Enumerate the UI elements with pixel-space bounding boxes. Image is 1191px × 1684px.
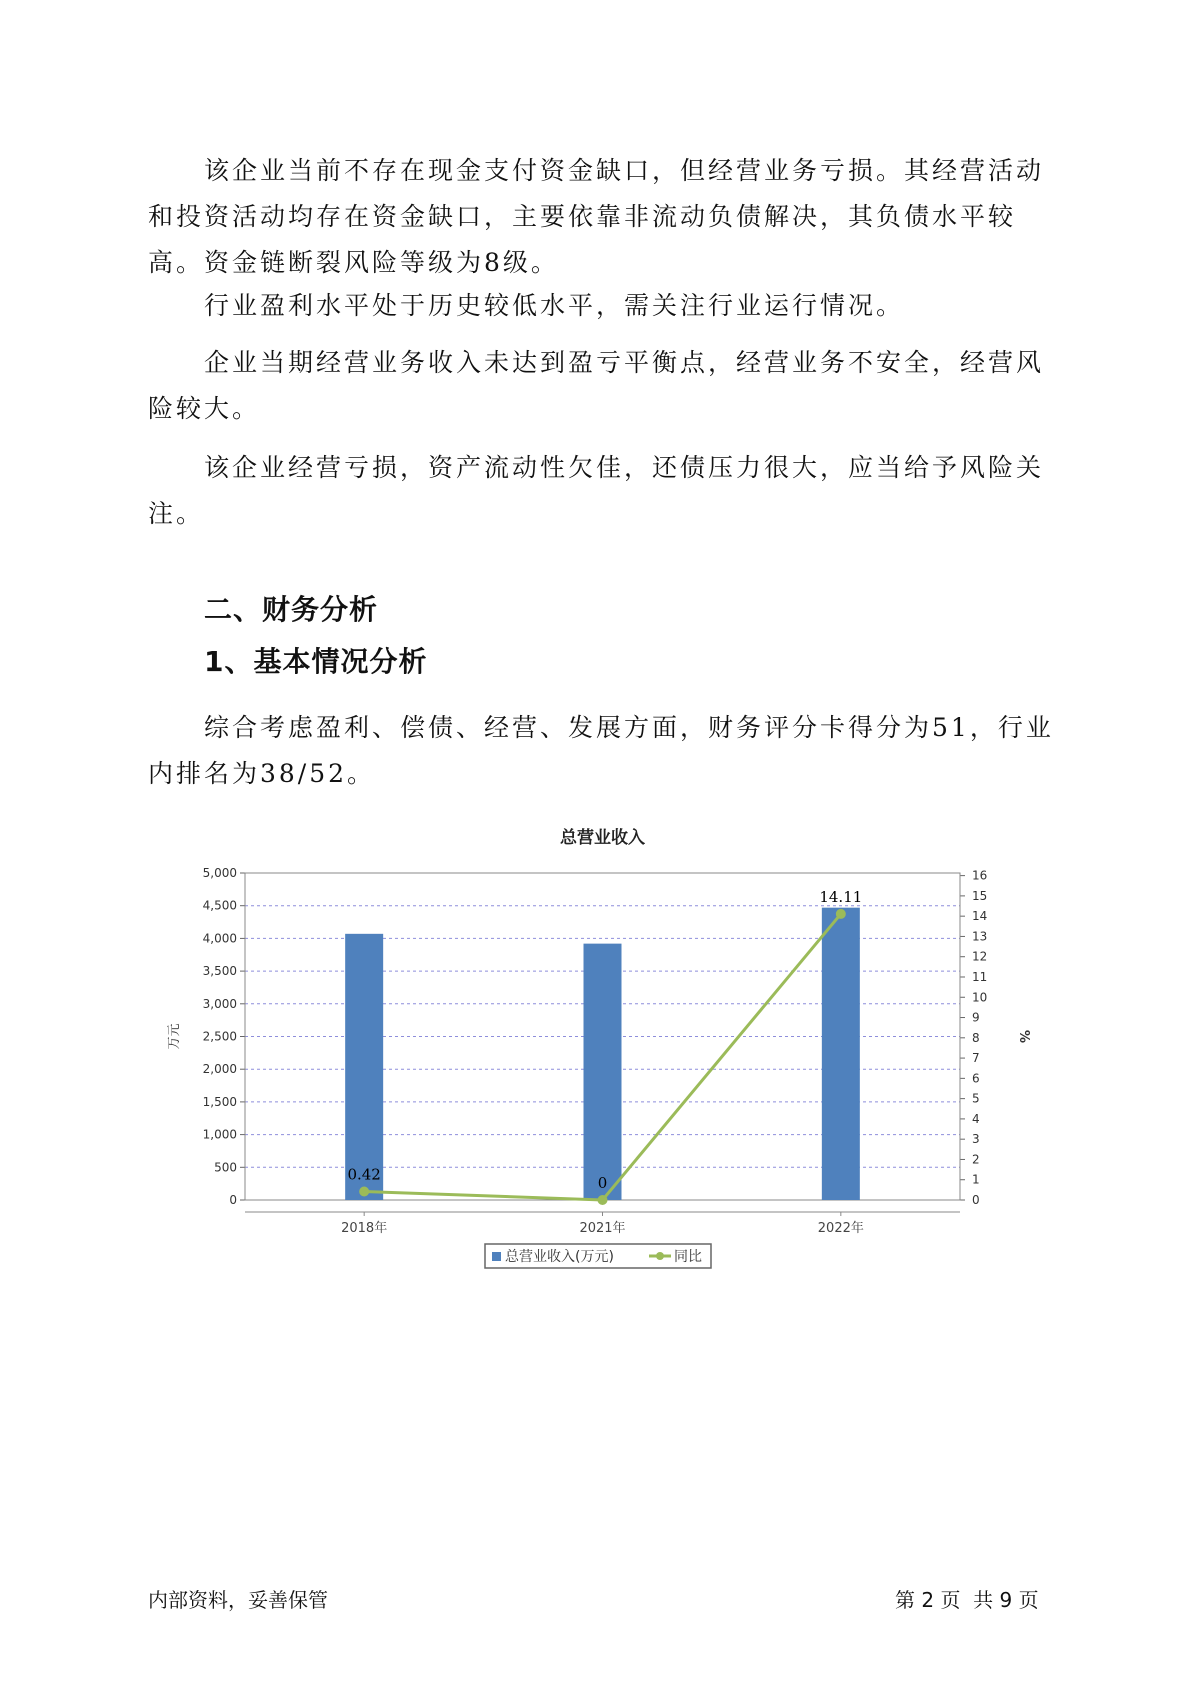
y-tick-label: 4,500 bbox=[202, 898, 237, 913]
legend-swatch-point bbox=[656, 1252, 664, 1260]
y2-tick-label: 6 bbox=[972, 1071, 980, 1086]
y2-tick-label: 1 bbox=[972, 1172, 980, 1187]
y2-tick-label: 9 bbox=[972, 1010, 980, 1025]
y2-tick-label: 4 bbox=[972, 1111, 980, 1126]
bar-revenue bbox=[822, 908, 860, 1200]
x-tick-label: 2021年 bbox=[579, 1221, 626, 1236]
legend-swatch-bar bbox=[492, 1252, 501, 1261]
legend-label-bar: 总营业收入(万元) bbox=[505, 1249, 614, 1265]
y2-tick-label: 16 bbox=[972, 868, 988, 883]
data-label-yoy: 0.42 bbox=[347, 1165, 381, 1184]
point-yoy bbox=[598, 1195, 608, 1205]
y2-tick-label: 13 bbox=[972, 929, 988, 944]
y2-tick-label: 0 bbox=[972, 1193, 980, 1207]
y-tick-label: 5,000 bbox=[202, 866, 237, 880]
data-label-yoy: 14.11 bbox=[819, 887, 863, 906]
y2-tick-label: 11 bbox=[972, 969, 988, 984]
y2-axis-label: % bbox=[1016, 1029, 1031, 1044]
section-heading: 二、财务分析 bbox=[204, 593, 379, 626]
y-tick-label: 500 bbox=[214, 1160, 237, 1175]
y-axis-label: 万元 bbox=[167, 1023, 182, 1050]
y-tick-label: 3,500 bbox=[202, 964, 237, 979]
y2-tick-label: 12 bbox=[972, 949, 988, 964]
summary-paragraph: 综合考虑盈利、偿债、经营、发展方面，财务评分卡得分为51，行业内排名为38/52。 bbox=[148, 713, 1054, 788]
x-tick-label: 2022年 bbox=[817, 1221, 864, 1236]
y2-tick-label: 2 bbox=[972, 1152, 980, 1167]
y2-tick-label: 5 bbox=[972, 1091, 980, 1106]
y-tick-label: 3,000 bbox=[202, 996, 237, 1011]
y2-tick-label: 3 bbox=[972, 1132, 980, 1147]
bar-revenue bbox=[345, 934, 383, 1200]
y-tick-label: 1,500 bbox=[202, 1094, 237, 1109]
y-tick-label: 1,000 bbox=[202, 1127, 237, 1142]
y-tick-label: 4,000 bbox=[202, 931, 237, 946]
y2-tick-label: 8 bbox=[972, 1030, 980, 1045]
y-tick-label: 2,000 bbox=[202, 1062, 237, 1077]
data-label-yoy: 0 bbox=[597, 1174, 608, 1192]
paragraph-breakeven: 企业当期经营业务收入未达到盈亏平衡点，经营业务不安全，经营风险较大。 bbox=[148, 348, 1045, 423]
paragraph-risk-attention: 该企业经营亏损，资产流动性欠佳，还债压力很大，应当给予风险关注。 bbox=[148, 453, 1045, 528]
subsection-heading: 1、基本情况分析 bbox=[204, 645, 428, 678]
legend-label-line: 同比 bbox=[674, 1249, 702, 1265]
y-tick-label: 2,500 bbox=[202, 1029, 237, 1044]
y2-tick-label: 14 bbox=[972, 909, 988, 924]
x-tick-label: 2018年 bbox=[341, 1221, 388, 1236]
chart-title: 总营业收入 bbox=[560, 828, 645, 848]
footer-page-number: 第 2 页 共 9 页 bbox=[895, 1588, 1039, 1612]
y-tick-label: 0 bbox=[229, 1193, 237, 1207]
y2-tick-label: 15 bbox=[972, 888, 988, 903]
y2-tick-label: 10 bbox=[972, 990, 988, 1005]
revenue-chart bbox=[150, 815, 1050, 1285]
y2-tick-label: 7 bbox=[972, 1051, 980, 1066]
point-yoy bbox=[359, 1186, 369, 1196]
point-yoy bbox=[836, 909, 846, 919]
paragraph-industry-profit: 行业盈利水平处于历史较低水平，需关注行业运行情况。 bbox=[204, 291, 905, 320]
paragraph-cash-gap: 该企业当前不存在现金支付资金缺口，但经营业务亏损。其经营活动和投资活动均存在资金缺口，主要依靠非流动负债解决，其负债水平较高。资金链断裂风险等级为8级。 bbox=[148, 156, 1045, 277]
bar-revenue bbox=[584, 944, 622, 1200]
footer-confidential: 内部资料，妥善保管 bbox=[148, 1588, 328, 1612]
